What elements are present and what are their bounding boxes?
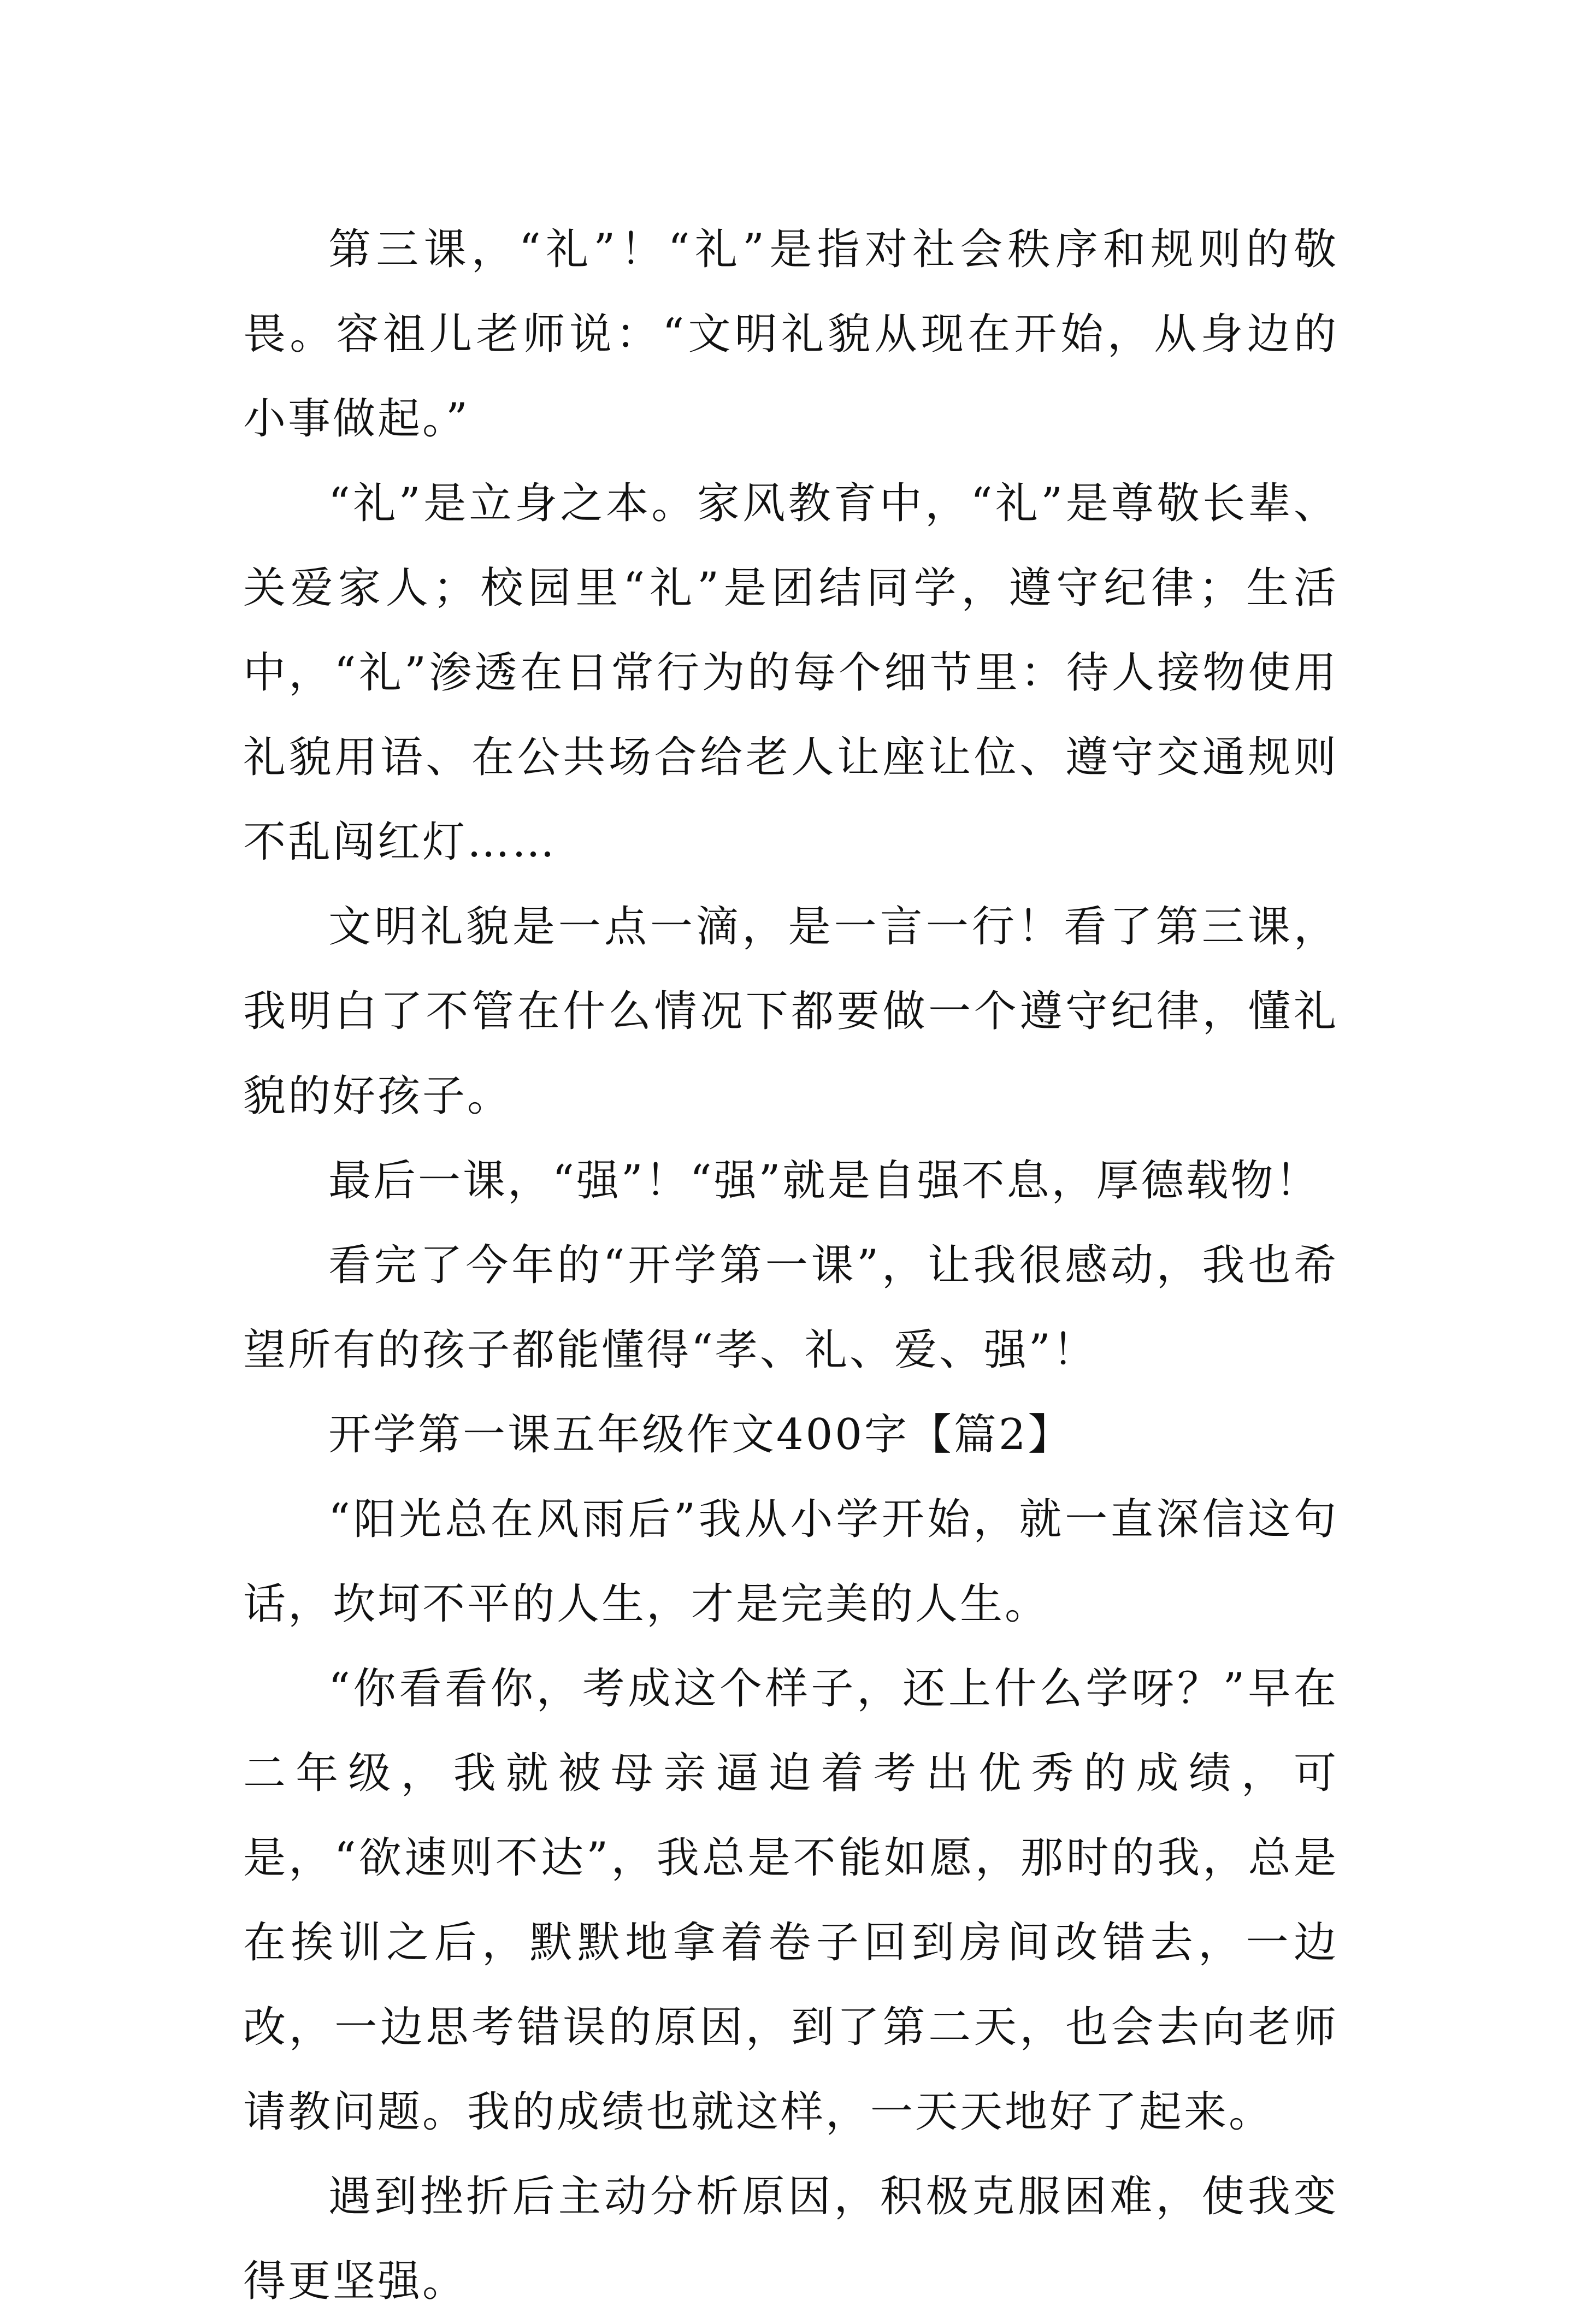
paragraph-civility: 文明礼貌是一点一滴，是一言一行！看了第三课，我明白了不管在什么情况下都要做一个遵守纪律，懂礼貌的好孩子。	[243, 902, 1338, 1121]
paragraph-sunshine: “阳光总在风雨后”我从小学开始，就一直深信这句话，坎坷不平的人生，才是完美的人生。	[243, 1495, 1338, 1629]
paragraph-stronger: 遇到挫折后主动分析原因，积极克服困难，使我变得更坚强。	[243, 2172, 1338, 2306]
paragraph-li-foundation: “礼”是立身之本。家风教育中，“礼”是尊敬长辈、关爱家人；校园里“礼”是团结同学，遵守纪律；生活中，“礼”渗透在日常行为的每个细节里：待人接物使用礼貌用语、在公共场合给老人让座让位、遵守交通规则不乱闯红灯……	[243, 479, 1338, 867]
paragraph-conclusion: 看完了今年的“开学第一课”，让我很感动，我也希望所有的孩子都能懂得“孝、礼、爱、强”！	[243, 1241, 1338, 1375]
document-body	[243, 208, 1338, 2324]
paragraph-exam-story: “你看看你，考成这个样子，还上什么学呀？”早在二年级，我就被母亲逼迫着考出优秀的成绩，可是，“欲速则不达”，我总是不能如愿，那时的我，总是在挨训之后，默默地拿着卷子回到房间改错去，一边改，一边思考错误的原因，到了第二天，也会去向老师请教问题。我的成绩也就这样，一天天地好了起来。	[243, 1664, 1338, 2137]
paragraph-lesson-three: 第三课，“礼”！“礼”是指对社会秩序和规则的敬畏。容祖儿老师说：“文明礼貌从现在开始，从身边的小事做起。”	[243, 225, 1338, 443]
paragraph-last-lesson: 最后一课，“强”！“强”就是自强不息，厚德载物！	[328, 1156, 1320, 1205]
section-heading-part-2: 开学第一课五年级作文400字【篇2】	[328, 1410, 1073, 1459]
